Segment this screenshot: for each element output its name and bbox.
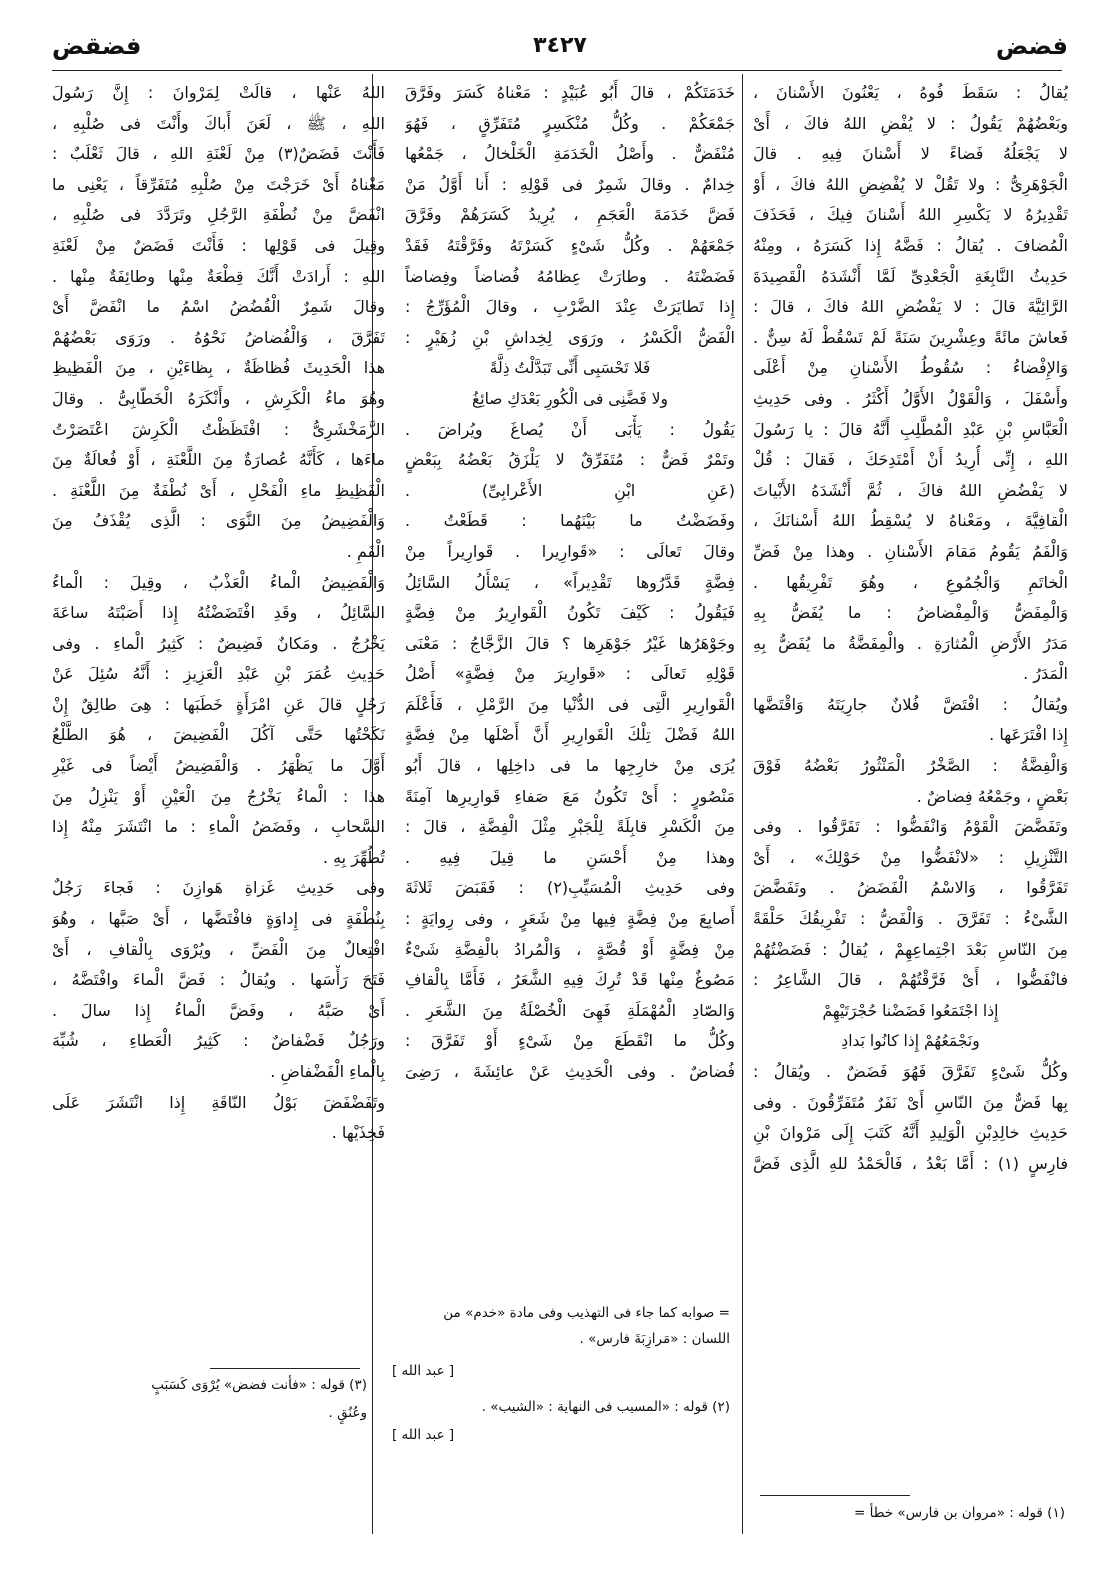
text-line: اللهُ فَضْلَ تِلْكَ الْقَوارِيرِ أَنَّ أَصْلَها مِنْ فِضَّةٍ	[405, 725, 735, 745]
text-line: فَيَقُولُ : كَيْفَ تَكُونُ الْقَوارِيرُ مِنْ فِضَّةٍ	[405, 603, 735, 623]
text-line: مِنَ النّاسِ بَعْدَ اجْتِماعِهِمْ ، يُقالُ : فَضَضْتُهُمْ	[753, 939, 1068, 959]
text-line: الْقَوارِيرِ الَّتِى فى الدُّنْيا مِنَ الرَّمْلِ ، فَأَعْلَمَ	[405, 694, 735, 714]
text-line: اللهِ ، ﷺ ، لَعَنَ أَباكَ وأَنْتَ فى صُلْبِهِ ،	[52, 113, 385, 133]
text-line: مَعْناهُ أَىْ خَرَجْتَ مِنْ صُلْبِهِ مُتَفَرِّقاً ، يَعْنِى ما	[52, 174, 385, 194]
text-line: وَالإِفْضاءُ : سُقُوطُ الأَسْنانِ مِنْ أَعْلَى	[753, 358, 1068, 378]
text-line: الْمُضافَ . يُقالُ : فَضَّهُ إِذا كَسَرَهُ ، ومِنْهُ	[753, 235, 1068, 255]
text-line: وقالَ شَمِرٌ الْفُضُضُ اسْمُ ما انْفَضَّ أَىْ	[52, 297, 385, 317]
text-line: هذا الْحَدِيثَ فُظاظَةٌ ، بِظاءَيْنِ ، مِنَ الْفَظِيظِ	[52, 358, 385, 378]
text-line: وكُلُّ شَىْءٍ تَفَرَّقَ فَهُوَ فَضَضٌ . ويُقالُ :	[753, 1062, 1068, 1081]
text-line: اللهُ عَنْها ، قالَتْ لِمَرْوانَ : إِنَّ رَسُولَ	[52, 83, 385, 102]
editor-signature: [ عبد الله ]	[392, 1363, 455, 1379]
text-line: أَوَّلَ ما يَظْهَرُ . وَالْفَضِيضُ أَيْضاً فى غَيْرِ	[52, 756, 385, 776]
text-line: حَدِيثُ النَّابِغَةِ الْجَعْدِىِّ لَمَّا أَنْشَدَهُ الْقَصِيدَةَ	[753, 266, 1068, 286]
text-line: هذا : الْماءُ يَخْرُجُ مِنَ الْعَيْنِ أَوْ يَنْزِلُ مِنَ	[52, 786, 385, 806]
text-line: يُقالُ : سَقَطَ فُوهُ ، يَعْنُونَ الأَسْنانَ ،	[753, 83, 1068, 102]
text-line: وأَسْفَلَ ، وَالْقَوْلُ الأَوَّلُ أَكْثَرُ . وفى حَدِيثِ	[753, 388, 1068, 408]
text-line: ماءَها ، كَأَنَّهُ عُصارَةٌ مِنَ اللَّعْنَةِ ، أَوْ فُعالَةٌ مِنَ	[52, 450, 385, 470]
text-line: تَفَرَّقَ ، وَالْفُضاضُ نَحْوُهُ . ورَوَى بَعْضُهُمْ	[52, 327, 385, 347]
text-line: تَقْدِيرُهُ لا يَكْسِرِ اللهُ أَسْنانَ فِيكَ ، فَحَذَفَ	[753, 205, 1068, 225]
text-line: فَخِذَيْها .	[331, 1123, 385, 1143]
text-line: الْخاتَمِ وَالْجُمُوعِ ، وهُوَ تَفْرِيقُها .	[753, 572, 1068, 592]
text-line: ويُقالُ : افْتَضَّ فُلانٌ جارِيَتَهُ وَاقْتَضَّها	[753, 694, 1068, 714]
text-line: الْفَضُّ الْكَسْرُ ، ورَوَى لِخِداشِ بْنِ زُهَيْرٍ :	[405, 327, 735, 347]
poem-line: ولا فَضَّنِى فى الْكُورِ بَعْدَكِ صائِغُ	[472, 389, 668, 408]
text-line: مَنْصُورٍ : أَىْ تَكُونُ مَعَ صَفاءِ قَوارِيرِها آمِنَةً	[405, 786, 735, 806]
text-line: وهذا مِنْ أَحْسَنِ ما قِيلَ فِيهِ .	[405, 847, 735, 867]
text-line: وَالْفَمُ يَقُومُ مَقامَ الأَسْنانِ . وهذا مِنْ فَضِّ	[753, 541, 1068, 561]
text-line: افْتِعالٌ مِنَ الْفَضِّ ، ويُرْوَى بِالْقافِ ، أَىْ	[52, 939, 385, 959]
text-line: فَتَحَ رَأْسَها . ويُقالُ : فَضَّ الْماءَ وافْتَضَّهُ ،	[52, 970, 385, 990]
text-line: بِالْماءِ الْفَضْفاضِ .	[270, 1062, 385, 1081]
text-line: يَقُولُ : يَأْبَى أَنْ يُصاغَ ويُراضَ .	[405, 419, 735, 439]
text-line: وَالْمِفَضُّ وَالْمِفْضاضُ : ما يُفَضُّ بِهِ	[753, 603, 1068, 623]
text-line: يَخْرُجُ . ومَكانٌ فَضِيضٌ : كَثِيرُ الْماءِ . وفى	[52, 633, 385, 653]
text-line: السَّائِلُ ، وقَدِ افْتَضَضْتُهُ إِذا أَصَبْتَهُ ساعَةَ	[52, 603, 385, 623]
text-line: حَدِيثِ عُمَرَ بْنِ عَبْدِ الْعَزِيزِ : أَنَّهُ سُئِلَ عَنْ	[52, 664, 385, 684]
text-line: وَالْفَضِيضُ مِنَ النَّوَى : الَّذِى يُقْذَفُ مِنَ	[52, 511, 385, 531]
text-line: وفَضَضْتُ ما بَيْنَهُما : قَطَعْتُ .	[405, 511, 735, 531]
text-line: وفى حَدِيثِ غَزاةِ هَوازِنَ : فَجاءَ رَجُلٌ	[52, 878, 385, 898]
text-line: وهُوَ ماءُ الْكَرِشِ ، وأَنْكَرَهُ الْخَطّابِىُّ . وقالَ	[52, 388, 385, 408]
text-line: لا يَفْضُضِ اللهُ فاكَ ، ثُمَّ أَنْشَدَهُ الأَبْياتَ	[753, 480, 1068, 500]
footnote: (٢) قوله : «المسيب فى النهاية : «الشيب» .	[481, 1399, 730, 1415]
text-line: السَّحابِ ، وفَضَضُ الْماءِ : ما انْتَشَرَ مِنْهُ إِذا	[52, 817, 385, 837]
text-line: بِنُطْفَةٍ فى إِداوَةٍ فافْتَضَّها ، أَىْ صَبَّها ، وهُوَ	[52, 909, 385, 929]
text-line: رَجُلٍ قالَ عَنِ امْرَأَةٍ خَطَبَها : هِىَ طالِقٌ إِنْ	[52, 694, 385, 714]
header-entry-word-left: فضقض	[52, 32, 142, 60]
text-line: الْقافِيَّةَ ، ومَعْناهُ لا يُسْقِطُ اللهُ أَسْنانَكَ ،	[753, 511, 1068, 531]
column-divider	[742, 74, 743, 1534]
text-line: فارِسٍ (١) : أَمَّا بَعْدُ ، فَالْحَمْدُ للهِ الَّذِى فَضَّ	[753, 1153, 1068, 1173]
footnote: (٣) قوله : «فأنت فضض» يُرْوَى كَسَبَبٍ	[151, 1377, 367, 1393]
poem-line: إِذا اجْتَمَعُوا فَضَضْنا حُجْرَتَيْهِمْ	[822, 1001, 999, 1020]
text-line: فانْفَضُّوا ، أَىْ فَرَّقْتُهُمْ ، قالَ الشَّاعِرُ :	[753, 970, 1068, 990]
text-line: (عَنِ ابْنِ الأَعْرابِىِّ) .	[405, 480, 735, 500]
header-entry-word: فضض	[995, 32, 1068, 60]
text-line: ورَجُلٌ فَضْفاضٌ : كَثِيرُ الْعَطاءِ ، شُبِّهَ	[52, 1031, 385, 1051]
footnote-separator	[760, 1495, 910, 1496]
text-line: الْمَدَرُ .	[1023, 664, 1068, 684]
text-line: الْفَظِيظِ ماءِ الْفَحْلِ ، أَىْ نُطْفَةٌ مِنَ اللَّعْنَةِ .	[52, 480, 385, 500]
text-line: فَضَضْتَهُ . وطارَتْ عِظامُهُ فُضاضاً وفِضاضاً	[405, 266, 735, 286]
footnote: اللسان : «مَرازِبَةَ فارس» .	[579, 1331, 730, 1347]
text-line: فَضَّ خَدَمَةَ الْعَجَمِ ، يُرِيدُ كَسَرَهُمْ وفَرَّقَ	[405, 205, 735, 225]
text-line: مَصُوغٌ مِنْها قَدْ تُرِكَ فِيهِ الشَّعَرُ ، فَأَمَّا بِالْقافِ	[405, 970, 735, 990]
text-line: وقِيلَ فى قَوْلِها : فَأَنْتَ فَضَضٌ مِنْ لَعْنَةِ	[52, 235, 385, 255]
text-line: مُنْفَضٌّ . وأَصْلُ الْخَدَمَةِ الْخَلْخالُ ، جَمْعُها	[405, 144, 735, 164]
text-line: إِذا تَطايَرَتْ عِنْدَ الضَّرْبِ ، وقالَ الْمُؤَرِّجُ :	[405, 297, 735, 317]
text-line: انْفَضَّ مِنْ نُطْفَةِ الرَّجُلِ وتَرَدَّدَ فى صُلْبِهِ ،	[52, 205, 385, 225]
text-line: فَأَنْتَ فَضَضٌ(٣) مِنْ لَعْنَةِ اللهِ ، قالَ ثَعْلَبٌ :	[52, 144, 385, 164]
text-line: حَدِيثِ خالِدِبْنِ الْوَلِيدِ أَنَّهُ كَتَبَ إِلَى مَرْوانَ بْنِ	[753, 1123, 1068, 1143]
footnote: وعُنُقٍ .	[328, 1405, 367, 1421]
text-line: وجَوْهَرُها غَيْرُ جَوْهَرِها ؟ قالَ الزَّجَّاجُ : مَعْنَى	[405, 633, 735, 653]
text-line: خِدامٌ . وقالَ شَمِرٌ فى قَوْلِهِ : أَنا أَوَّلُ مَنْ	[405, 174, 735, 194]
text-line: الشَّىْءُ : تَفَرَّقَ . وَالْفَضُّ : تَفْرِيقُكَ حَلْقَةً	[753, 909, 1068, 929]
text-line: إِذا افْتَرَعَها .	[989, 725, 1068, 745]
text-line: مِنْ فِضَّةٍ أَوْ قُصَّةٍ ، وَالْمُرادُ بالْفِضَّةِ شَىْءٌ	[405, 939, 735, 959]
footnote: (١) قوله : «مروان بن فارس» خطأ =	[853, 1505, 1065, 1521]
text-line: الْعَبَّاسِ بْنِ عَبْدِ الْمُطَّلِبِ أَنَّهُ قالَ : يا رَسُولَ	[753, 419, 1068, 439]
text-line: يُرَى مِنْ خارِجِها ما فى داخِلِها ، قالَ أَبُو	[405, 756, 735, 776]
text-line: جَمْعَهُمْ . وكُلُّ شَىْءٍ كَسَرْتَهُ وفَرَّقْتَهُ فَقَدْ	[405, 235, 735, 255]
text-line: وكُلُّ ما انْقَطَعَ مِنْ شَىْءٍ أَوْ تَفَرَّقَ :	[405, 1031, 735, 1051]
text-line: وَالصّادِ الْمُهْمَلَةِ فَهِىَ الْخُصْلَةُ مِنَ الشَّعَرِ .	[405, 1000, 735, 1020]
text-line: وقالَ تَعالَى : «قَوارِيرا . قَوارِيراً مِنْ	[405, 541, 735, 561]
text-line: وتَفَضْفَضَ بَوْلُ النّاقَةِ إِذا انْتَشَرَ عَلَى	[52, 1092, 385, 1112]
text-line: الرَّائِيَّةَ قالَ : لا يَفْضُضِ اللهُ فاكَ ، قالَ :	[753, 297, 1068, 317]
text-line: جَمْعَكُمْ . وكُلُّ مُنْكَسِرٍ مُتَفَرِّقٍ ، فَهُوَ	[405, 113, 735, 133]
text-line: تُطُهِّرَ بِهِ .	[322, 847, 385, 867]
text-line: فُضاضٌ . وفى الْحَدِيثِ عَنْ عائِشَةَ ، رَضِىَ	[405, 1062, 735, 1081]
column-right	[753, 78, 1068, 1528]
text-line: وفى حَدِيثِ الْمُسَيِّبِ(٢) : فَقَبَضَ ثَلاثَةَ	[405, 878, 735, 898]
text-line: الْجَوْهَرِىُّ : ولا تَقُلْ لا يُفْضِضِ اللهُ فاكَ ، أَوْ	[753, 174, 1068, 194]
header-rule	[52, 70, 1062, 71]
poem-line: ونَجْمَعُهُمْ إِذا كانُوا بَدادِ	[841, 1032, 980, 1051]
text-line: خَدَمَتَكُمْ ، قالَ أَبُو عُبَيْدٍ : مَعْناهُ كَسَرَ وفَرَّقَ	[405, 83, 735, 102]
text-line: أَصابِعَ مِنْ فِضَّةٍ فِيها مِنْ شَعَرٍ ، وفى رِوايَةٍ :	[405, 909, 735, 929]
text-line: لا يَجْعَلُهُ فَضاءً لا أَسْنانَ فِيهِ . قالَ	[753, 144, 1068, 164]
text-line: اللهِ ، إِنِّى أُرِيدُ أَنْ أَمْتَدِحَكَ ، فَقالَ : قُلْ	[753, 450, 1068, 470]
editor-signature: [ عبد الله ]	[392, 1427, 455, 1443]
text-line: وتَفَضَّضَ الْقَوْمُ وَانْفَضُّوا : تَفَرَّقُوا . وفى	[753, 817, 1068, 837]
text-line: فِضَّةٍ قَدَّرُوها تَقْدِيراً» ، يَسْأَلُ السَّائِلُ	[405, 572, 735, 592]
text-line: وَالْفَضِيضُ الْماءُ الْعَذْبُ ، وقِيلَ : الْماءُ	[52, 572, 385, 592]
text-line: نَكَحْتُها حَتَّى آكُلَ الْفَضِيضَ ، هُوَ الطَّلْعُ	[52, 725, 385, 745]
text-line: التَّنْزِيلِ : «لانْفَضُّوا مِنْ حَوْلِكَ» ، أَىْ	[753, 847, 1068, 867]
text-line: وتَمْرٌ فَضٌّ : مُتَفَرِّقٌ لا يَلْزَقُ بَعْضُهُ بِبَعْضٍ	[405, 450, 735, 470]
text-line: مَدَرُ الأَرْضِ الْمُثارَةِ . والْمِفَضَّةُ ما يُفَضُّ بِهِ	[753, 633, 1068, 653]
text-line: تَفَرَّقُوا ، وَالاسْمُ الْفَضَضُ . وتَفَضَّضَ	[753, 878, 1068, 898]
page-number: ٣٤٢٧	[533, 33, 587, 58]
footnote-separator	[210, 1368, 360, 1369]
text-line: فَعاشَ مائَةً وعِشْرِينَ سَنَةً لَمْ تَسْقُطْ لَهُ سِنٌّ .	[753, 327, 1068, 347]
text-line: وَالْفِضَّةُ : الصَّخْرُ الْمَنْثُورُ بَعْضُهُ فَوْقَ	[753, 756, 1068, 776]
text-line: قَوْلِهِ تَعالَى : «قَوارِيرَ مِنْ فِضَّةٍ» أَصْلُ	[405, 664, 735, 684]
text-line: أَىْ صَبَّهُ ، وفَضَّ الْماءُ إِذا سالَ .	[52, 1000, 385, 1020]
text-line: بِها فَضٌّ مِنَ النّاسِ أَىْ نَفَرٌ مُتَفَرِّقُونَ . وفى	[753, 1092, 1068, 1112]
text-line: مِنَ الْكَسْرِ قابِلَةً لِلْجَبْرِ مِثْلَ الْفِضَّةِ ، قالَ :	[405, 817, 735, 837]
text-line: وبَعْضُهُمْ يَقُولُ : لا يُفْضِ اللهُ فاكَ ، أَىْ	[753, 113, 1068, 133]
text-line: الْفَمِ .	[346, 541, 385, 561]
footnote: = صوابه كما جاء فى التهذيب وفى مادة «خدم» من	[443, 1305, 730, 1321]
text-line: اللهِ : أَرادَتْ أَنَّكَ قِطْعَةٌ مِنْها وطائِفَةٌ مِنْها .	[52, 266, 385, 286]
column-left	[52, 78, 385, 1528]
text-line: الزَّمَخْشَرِىُّ : افْتَظَظْتُ الْكَرِشَ اعْتَصَرْتُ	[52, 419, 385, 439]
poem-line: فَلا تَحْسَبِى أَنِّى تَبَدَّلْتُ ذِلَّةً	[489, 359, 651, 378]
text-line: بَعْضٍ ، وجَمْعُهُ فِضاضٌ .	[916, 786, 1068, 806]
